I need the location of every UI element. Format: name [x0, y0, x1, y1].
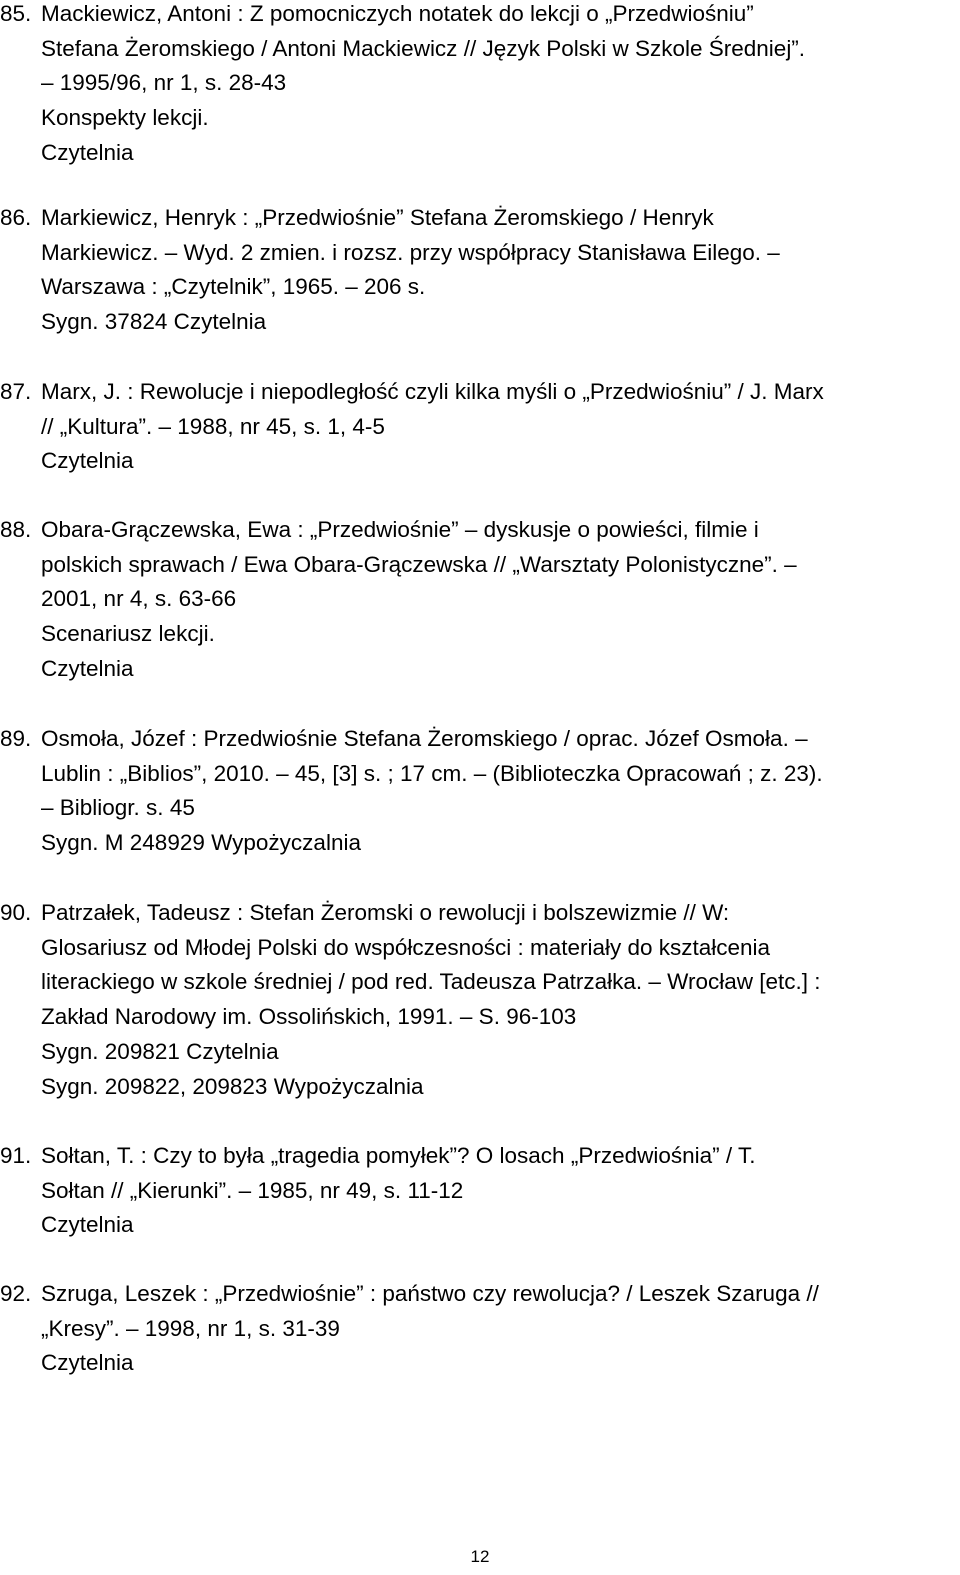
- entry-line: Marx, J. : Rewolucje i niepodległość czyli kilka myśli o „Przedwiośniu” / J. Marx: [41, 379, 824, 404]
- entry-line: Sygn. 209822, 209823 Wypożyczalnia: [41, 1073, 424, 1099]
- entry-line: – 1995/96, nr 1, s. 28-43: [41, 70, 287, 96]
- entry-line: Szruga, Leszek : „Przedwiośnie” : państwo czy rewolucja? / Leszek Szaruga //: [41, 1281, 819, 1306]
- entry-number: 87.: [0, 379, 32, 404]
- entry-line: Markiewicz, Henryk : „Przedwiośnie” Stefana Żeromskiego / Henryk: [41, 205, 714, 230]
- entry-line: Warszawa : „Czytelnik”, 1965. – 206 s.: [41, 274, 426, 300]
- entry-number: 89.: [0, 726, 32, 751]
- entry-line: Czytelnia: [41, 1212, 134, 1238]
- entry-line: Sygn. M 248929 Wypożyczalnia: [41, 830, 361, 856]
- entry-line: Patrzałek, Tadeusz : Stefan Żeromski o rewolucji i bolszewizmie // W:: [41, 900, 730, 925]
- entry-number: 92.: [0, 1281, 32, 1306]
- entry-number: 85.: [0, 1, 32, 26]
- entry-line: Obara-Grączewska, Ewa : „Przedwiośnie” – dyskusje o powieści, filmie i: [41, 517, 759, 542]
- entry-line: Mackiewicz, Antoni : Z pomocniczych notatek do lekcji o „Przedwiośniu”: [41, 1, 754, 26]
- entry-line: Glosariusz od Młodej Polski do współczesności : materiały do kształcenia: [41, 934, 771, 960]
- entry-line: 2001, nr 4, s. 63-66: [41, 586, 237, 612]
- entry-number: 88.: [0, 517, 32, 542]
- entry-line: polskich sprawach / Ewa Obara-Grączewska // „Warsztaty Polonistyczne”. –: [41, 551, 797, 577]
- entry-line: Lublin : „Biblios”, 2010. – 45, [3] s. ; 17 cm. – (Biblioteczka Opracowań ; z. 23).: [41, 760, 823, 786]
- entry-line: Scenariusz lekcji.: [41, 621, 215, 647]
- entry-line: Markiewicz. – Wyd. 2 zmien. i rozsz. przy współpracy Stanisława Eilego. –: [41, 239, 780, 265]
- page-number: 12: [470, 1547, 490, 1566]
- entry-number: 86.: [0, 205, 32, 230]
- entry-line: Sygn. 209821 Czytelnia: [41, 1038, 279, 1064]
- entry-line: Konspekty lekcji.: [41, 105, 209, 131]
- entry-line: Sołtan // „Kierunki”. – 1985, nr 49, s. 11-12: [41, 1177, 464, 1203]
- entry-line: Stefana Żeromskiego / Antoni Mackiewicz // Język Polski w Szkole Średniej”.: [41, 35, 806, 61]
- entry-line: Czytelnia: [41, 1350, 134, 1376]
- entry-line: – Bibliogr. s. 45: [41, 795, 195, 821]
- entry-line: Czytelnia: [41, 139, 134, 165]
- entry-line: Czytelnia: [41, 448, 134, 474]
- entry-line: Sygn. 37824 Czytelnia: [41, 309, 267, 335]
- entry-line: Zakład Narodowy im. Ossolińskich, 1991. – S. 96-103: [41, 1004, 577, 1030]
- entry-line: Osmoła, Józef : Przedwiośnie Stefana Żeromskiego / oprac. Józef Osmoła. –: [41, 726, 808, 751]
- entry-line: // „Kultura”. – 1988, nr 45, s. 1, 4-5: [41, 413, 385, 439]
- entry-number: 91.: [0, 1143, 32, 1168]
- entry-line: literackiego w szkole średniej / pod red. Tadeusza Patrzałka. – Wrocław [etc.] :: [41, 969, 821, 995]
- entry-line: Czytelnia: [41, 655, 134, 681]
- entry-line: Sołtan, T. : Czy to była „tragedia pomyłek”? O losach „Przedwiośnia” / T.: [41, 1143, 756, 1168]
- entry-line: „Kresy”. – 1998, nr 1, s. 31-39: [41, 1315, 340, 1341]
- entry-number: 90.: [0, 900, 32, 925]
